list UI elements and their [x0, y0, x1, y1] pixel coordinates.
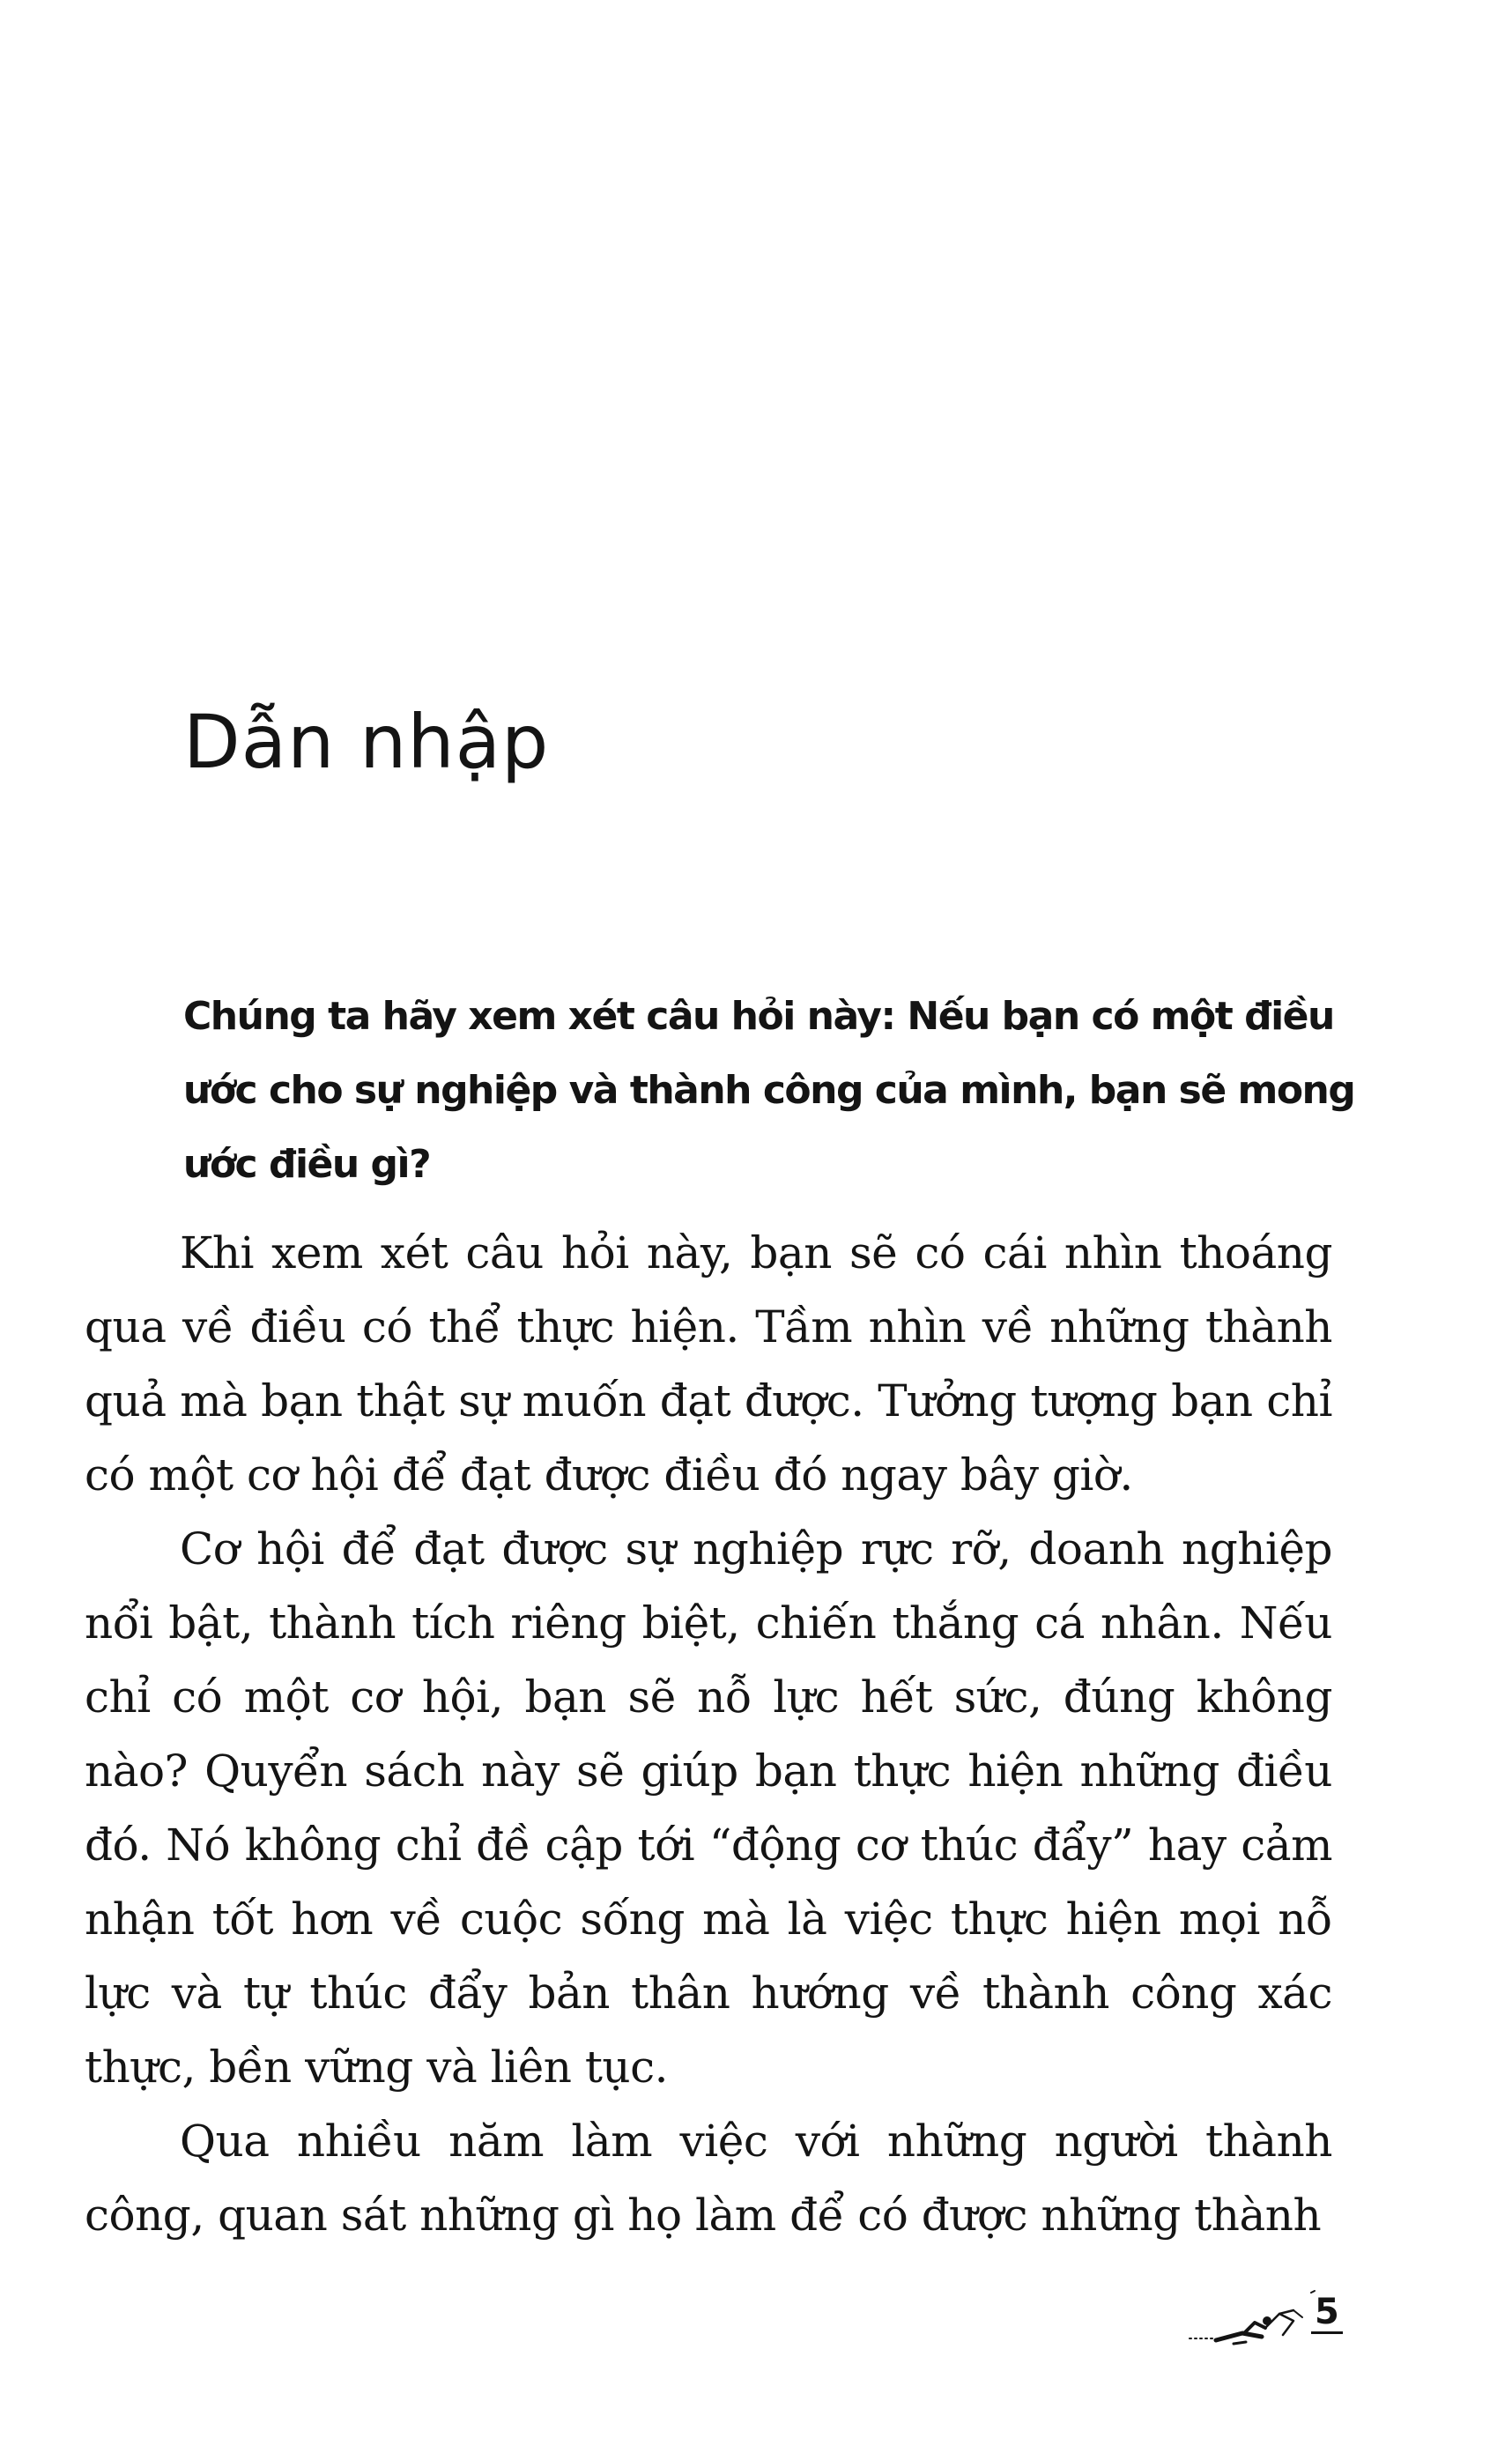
paragraph: Cơ hội để đạt được sự nghiệp rực rỡ, doanh nghiệp nổi bật, thành tích riêng biệt, chiến thắng cá nhân. Nếu chỉ có một cơ hội, bạn sẽ nỗ lực hết sức, đúng không nào? Quyển sách này sẽ giúp bạn thực hiện những điều đó. Nó không chỉ đề cập tới “động cơ thúc đẩy” hay cảm nhận tốt hơn về cuộc sống mà là việc thực hiện mọi nỗ lực và tự thúc đẩy bản thân hướng về thành công xác thực, bền vững và liên tục.	[85, 1523, 1332, 2093]
page-footer	[1181, 2287, 1375, 2358]
paragraph: Qua nhiều năm làm việc với những người thành công, quan sát những gì họ làm để có được những thành	[85, 2116, 1332, 2241]
chapter-title: Dẫn nhập	[183, 699, 550, 785]
lead-question: Chúng ta hãy xem xét câu hỏi này: Nếu bạn có một điều ước cho sự nghiệp và thành công của mình, bạn sẽ mong ước điều gì?	[183, 994, 1355, 1187]
page-number: 5	[1311, 2294, 1343, 2334]
paragraph: Khi xem xét câu hỏi này, bạn sẽ có cái nhìn thoáng qua về điều có thể thực hiện. Tầm nhìn về những thành quả mà bạn thật sự muốn đạt được. Tưởng tượng bạn chỉ có một cơ hội để đạt được điều đó ngay bây giờ.	[85, 1227, 1332, 1501]
runner-ornament-icon	[1181, 2287, 1322, 2358]
body-text	[85, 1216, 1332, 2252]
